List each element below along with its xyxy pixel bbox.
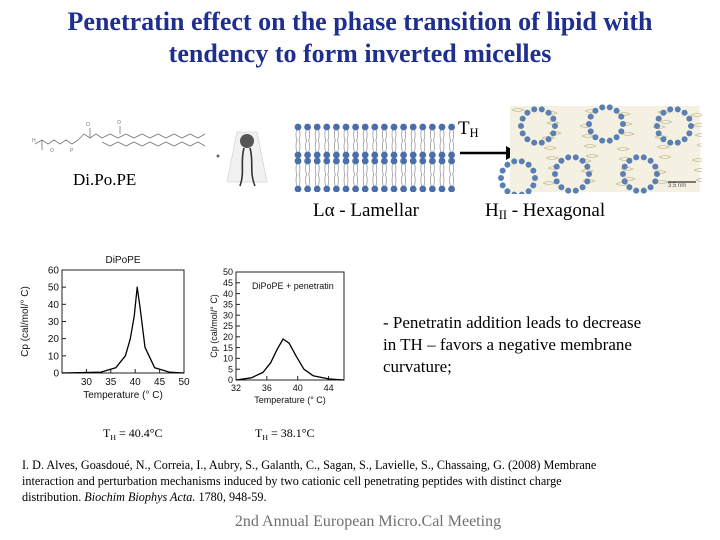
- title-line-1: Penetratin effect on the phase transition of lipid with: [67, 7, 653, 36]
- title-line-2: tendency to form inverted micelles: [168, 39, 552, 68]
- x-tick-label: 35: [105, 377, 117, 388]
- th-label: $T_H$: [458, 118, 479, 140]
- plot-frame: [62, 270, 184, 373]
- ref-line-1: I. D. Alves, Goasdoué, N., Correia, I., Aubry, S., Galanth, C., Sagan, S., Lavielle, S., Chassaing, G. (2008) Membrane: [22, 458, 597, 472]
- lipid-molecule-image: [213, 124, 273, 194]
- y-tick-label: 50: [222, 267, 233, 278]
- x-tick-label: 45: [154, 377, 166, 388]
- hexagonal-phase-image: [498, 104, 702, 194]
- y-tick-label: 0: [53, 368, 59, 380]
- ref-journal: Biochim Biophys Acta.: [84, 490, 196, 504]
- y-tick-label: 40: [222, 288, 233, 299]
- note-line-2: in TH – favors a negative membrane: [383, 335, 632, 354]
- x-tick-label: 32: [230, 383, 242, 393]
- y-tick-label: 60: [47, 265, 59, 277]
- y-tick-label: 30: [222, 310, 233, 321]
- x-tick-label: 44: [323, 383, 334, 393]
- reference-citation: [22, 457, 712, 505]
- x-tick-label: 40: [292, 383, 303, 393]
- x-tick-label: 40: [129, 377, 141, 388]
- svg-text:O: O: [86, 122, 90, 128]
- svg-text:P: P: [70, 148, 74, 154]
- slide-title: [0, 6, 720, 70]
- th-value-dipope: $T_H = 40.4^\circ C$: [103, 426, 163, 442]
- lipid-name: Di.Po.PE: [73, 170, 137, 189]
- y-axis-label: Cp (cal/mol/° C): [20, 286, 31, 357]
- y-tick-label: 25: [222, 321, 233, 332]
- y-tick-label: 0: [227, 375, 233, 386]
- penetratin-note: [383, 312, 713, 378]
- y-tick-label: 15: [222, 342, 233, 353]
- dipope-thermogram: [18, 250, 196, 418]
- x-axis-label: Temperature (° C): [83, 390, 163, 401]
- dipope-penetratin-thermogram: [208, 262, 356, 412]
- y-tick-label: 35: [222, 299, 233, 310]
- scale-bar-label: 3.5 nm: [668, 183, 687, 189]
- note-line-3: curvature;: [383, 357, 452, 376]
- thermogram-line: [62, 287, 184, 373]
- lipid-structure-image: [30, 112, 210, 162]
- lamellar-label: Lα - Lamellar: [313, 200, 419, 221]
- x-tick-label: 30: [80, 377, 92, 388]
- thermogram-line: [236, 339, 344, 380]
- y-tick-label: 20: [222, 331, 233, 342]
- y-tick-label: 10: [47, 351, 59, 363]
- footer: 2nd Annual European Micro.Cal Meeting: [234, 513, 502, 530]
- svg-text:O: O: [117, 120, 121, 126]
- note-line-1: - Penetratin addition leads to decrease: [383, 313, 642, 332]
- lamellar-phase-image: [293, 118, 459, 192]
- y-tick-label: 10: [222, 353, 233, 364]
- y-tick-label: 50: [47, 282, 59, 294]
- chart-title: DiPoPE: [105, 255, 141, 266]
- x-tick-label: 50: [178, 377, 190, 388]
- th-value-penetratin: $T_H = 38.1^\circ C$: [255, 426, 315, 442]
- y-tick-label: 40: [47, 299, 59, 311]
- x-axis-label: Temperature (° C): [254, 395, 326, 405]
- ref-line-3: distribution. Biochim Biophys Acta. 1780, 948-59.: [22, 490, 267, 504]
- x-tick-label: 36: [261, 383, 272, 393]
- y-axis-label: Cp (cal/mol/° C): [209, 294, 219, 358]
- svg-text:O: O: [50, 148, 54, 154]
- y-tick-label: 45: [222, 277, 233, 288]
- y-tick-label: 20: [47, 334, 59, 346]
- y-tick-label: 30: [47, 317, 59, 328]
- chart-title: DiPoPE + penetratin: [252, 281, 334, 291]
- y-tick-label: 5: [227, 364, 233, 375]
- svg-text:H: H: [32, 138, 36, 144]
- ref-line-2: interaction and perturbation mechanisms induced by two cationic cell penetrating peptides with distinct charge: [22, 474, 562, 488]
- hexagonal-label: $H_{II}$ - Hexagonal: [485, 200, 606, 222]
